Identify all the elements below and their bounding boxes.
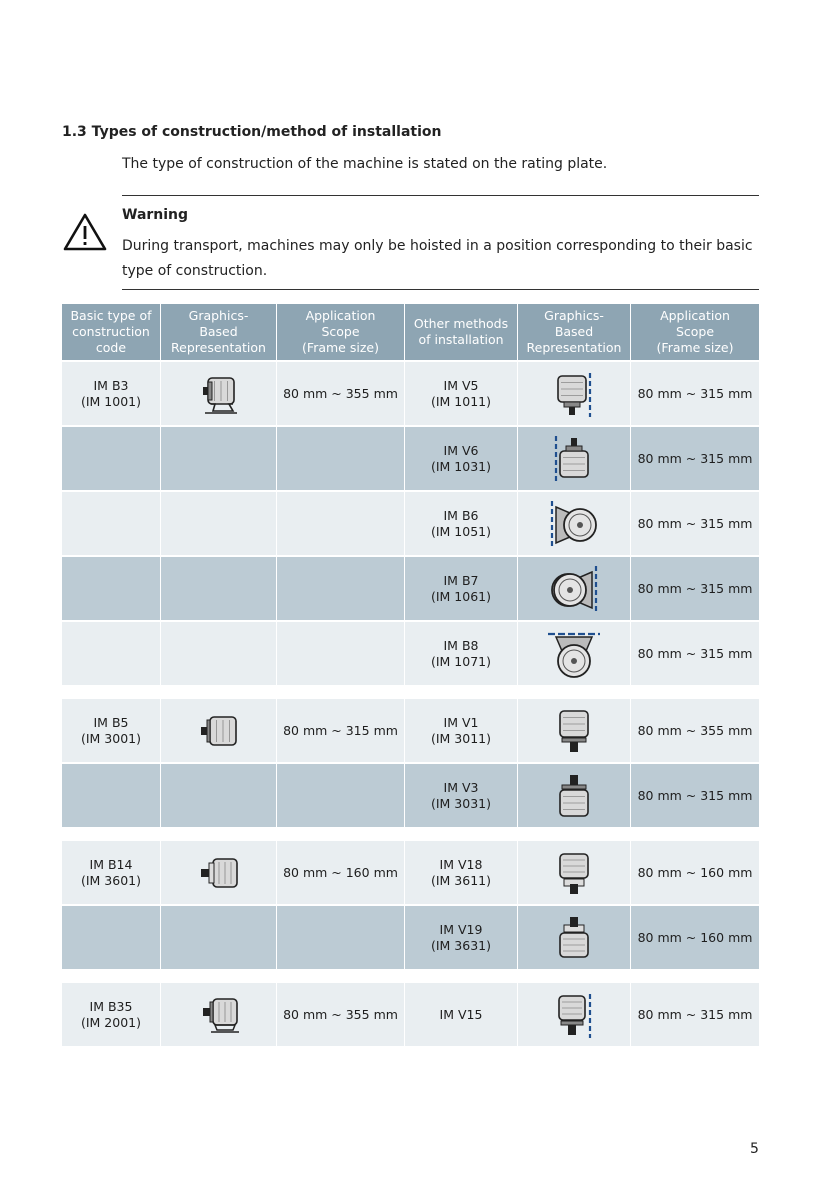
basic-graphic [161, 764, 277, 827]
other-scope: 80 mm ~ 315 mm [637, 450, 753, 466]
other-graphic [518, 906, 631, 969]
basic-type-code [62, 764, 161, 827]
other-method-code: IM B6 (IM 1051) [405, 492, 518, 555]
other-graphic [518, 622, 631, 685]
other-method-code: IM B7 (IM 1061) [405, 557, 518, 620]
motor-vertical-face-flange-down-icon [544, 848, 604, 898]
warning-icon [62, 212, 108, 252]
header-other-methods: Other methods of installation [405, 304, 518, 360]
basic-type-code [62, 427, 161, 490]
basic-graphic [161, 699, 277, 762]
other-method-code: IM V18 (IM 3611) [405, 841, 518, 904]
table-row [62, 764, 759, 827]
basic-type-code: IM B35 (IM 2001) [62, 983, 161, 1046]
motor-vertical-feet-flange-icon [544, 990, 604, 1040]
motor-horizontal-feet-flange-icon [189, 990, 249, 1040]
other-graphic [518, 699, 631, 762]
basic-scope: 80 mm ~ 355 mm [277, 983, 405, 1046]
other-scope: 80 mm ~ 160 mm [637, 864, 753, 880]
motor-wall-left-feet-icon [544, 499, 604, 549]
basic-scope [277, 906, 405, 969]
basic-type-code [62, 906, 161, 969]
other-method-code: IM V1 (IM 3011) [405, 699, 518, 762]
motor-vertical-flange-up-icon [544, 771, 604, 821]
motor-vertical-wall-icon [544, 369, 604, 419]
other-scope: 80 mm ~ 315 mm [637, 385, 753, 401]
table-row [62, 983, 759, 1046]
motor-horizontal-face-flange-icon [189, 848, 249, 898]
other-scope: 80 mm ~ 355 mm [637, 722, 753, 738]
header-scope-other: Application Scope (Frame size) [656, 308, 734, 355]
other-method-code: IM V5 (IM 1011) [405, 362, 518, 425]
divider-bottom [122, 289, 759, 290]
header-graphics-basic: Graphics- Based Representation [161, 304, 277, 360]
page-number: 5 [750, 1141, 759, 1157]
basic-type-code: IM B5 (IM 3001) [62, 699, 161, 762]
other-graphic [518, 983, 631, 1046]
motor-wall-right-feet-icon [544, 564, 604, 614]
basic-graphic [161, 841, 277, 904]
basic-scope: 80 mm ~ 160 mm [277, 841, 405, 904]
other-method-code: IM V6 (IM 1031) [405, 427, 518, 490]
basic-scope [277, 764, 405, 827]
table-row [62, 427, 759, 490]
other-scope: 80 mm ~ 315 mm [637, 787, 753, 803]
basic-type-code: IM B14 (IM 3601) [62, 841, 161, 904]
table-header-row [62, 304, 759, 360]
other-scope: 80 mm ~ 315 mm [637, 515, 753, 531]
table-row [62, 492, 759, 555]
warning-heading: Warning [122, 207, 189, 223]
basic-scope [277, 557, 405, 620]
other-graphic [518, 492, 631, 555]
table-row [62, 557, 759, 620]
motor-horizontal-feet-icon [189, 369, 249, 419]
header-graphics-other: Graphics- Based Representation [518, 304, 631, 360]
basic-graphic [161, 622, 277, 685]
other-method-code: IM V15 [405, 983, 518, 1046]
basic-type-code: IM B3 (IM 1001) [62, 362, 161, 425]
basic-graphic [161, 427, 277, 490]
other-scope: 80 mm ~ 315 mm [637, 580, 753, 596]
other-method-code: IM V3 (IM 3031) [405, 764, 518, 827]
other-method-code: IM B8 (IM 1071) [405, 622, 518, 685]
motor-horizontal-flange-icon [189, 706, 249, 756]
divider-top [122, 195, 759, 196]
basic-scope [277, 427, 405, 490]
header-basic-type: Basic type of construction code [62, 304, 161, 360]
intro-text: The type of construction of the machine is stated on the rating plate. [122, 156, 608, 172]
motor-vertical-face-flange-up-icon [544, 913, 604, 963]
basic-scope: 80 mm ~ 315 mm [277, 699, 405, 762]
basic-scope: 80 mm ~ 355 mm [277, 362, 405, 425]
table-row [62, 622, 759, 685]
table-row [62, 362, 759, 425]
table-row [62, 841, 759, 904]
basic-graphic [161, 983, 277, 1046]
other-graphic [518, 841, 631, 904]
section-title: 1.3 Types of construction/method of installation [62, 124, 442, 140]
other-graphic [518, 362, 631, 425]
table-row [62, 699, 759, 762]
basic-graphic [161, 492, 277, 555]
motor-vertical-flange-down-icon [544, 706, 604, 756]
basic-scope [277, 622, 405, 685]
warning-text: During transport, machines may only be hoisted in a position corresponding to their basic type of construction. [122, 238, 753, 279]
other-method-code: IM V19 (IM 3631) [405, 906, 518, 969]
header-scope-basic: Application Scope (Frame size) [277, 304, 405, 360]
other-graphic [518, 557, 631, 620]
basic-graphic [161, 362, 277, 425]
motor-ceiling-feet-icon [544, 629, 604, 679]
basic-type-code [62, 492, 161, 555]
other-scope: 80 mm ~ 160 mm [637, 929, 753, 945]
basic-scope [277, 492, 405, 555]
basic-type-code [62, 557, 161, 620]
other-graphic [518, 764, 631, 827]
other-graphic [518, 427, 631, 490]
basic-graphic [161, 906, 277, 969]
basic-graphic [161, 557, 277, 620]
basic-type-code [62, 622, 161, 685]
table-row [62, 906, 759, 969]
other-scope: 80 mm ~ 315 mm [637, 645, 753, 661]
motor-vertical-shaft-up-wall-icon [544, 434, 604, 484]
other-scope: 80 mm ~ 315 mm [637, 1006, 753, 1022]
